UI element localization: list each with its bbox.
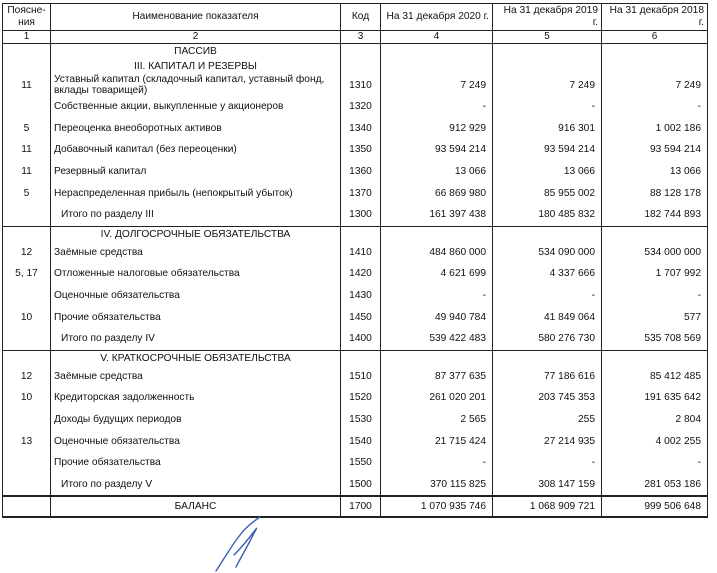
- table-row: [3, 118, 708, 140]
- code-cell: 1370: [341, 182, 381, 204]
- value-2018-cell: 4 002 255: [602, 430, 708, 452]
- code-cell: 1500: [341, 474, 381, 497]
- subtotal-row: [3, 474, 708, 497]
- section-heading: ПАССИВ: [51, 44, 341, 60]
- section-heading: IV. ДОЛГОСРОЧНЫЕ ОБЯЗАТЕЛЬСТВА: [51, 226, 341, 242]
- note-cell: 5: [3, 182, 51, 204]
- table-row: [3, 409, 708, 431]
- header-2020: На 31 декабря 2020 г.: [381, 4, 493, 31]
- table-row: [3, 452, 708, 474]
- empty-cell: [602, 59, 708, 74]
- value-2020-cell: 484 860 000: [381, 242, 493, 264]
- indicator-name-cell: Кредиторская задолженность: [51, 387, 341, 409]
- value-2019-cell: 13 066: [493, 161, 602, 183]
- table-row: [3, 285, 708, 307]
- note-cell: [3, 409, 51, 431]
- value-2019-cell: 85 955 002: [493, 182, 602, 204]
- note-cell: [3, 204, 51, 226]
- table-row: [3, 96, 708, 118]
- column-number: 3: [341, 31, 381, 44]
- value-2020-cell: 1 070 935 746: [381, 496, 493, 517]
- empty-cell: [3, 226, 51, 242]
- value-2019-cell: 534 090 000: [493, 242, 602, 264]
- value-2020-cell: 7 249: [381, 74, 493, 96]
- value-2019-cell: -: [493, 96, 602, 118]
- value-2018-cell: 281 053 186: [602, 474, 708, 497]
- code-cell: 1320: [341, 96, 381, 118]
- table-row: [3, 139, 708, 161]
- note-cell: [3, 452, 51, 474]
- value-2018-cell: 534 000 000: [602, 242, 708, 264]
- value-2019-cell: 1 068 909 721: [493, 496, 602, 517]
- value-2018-cell: 999 506 648: [602, 496, 708, 517]
- section-heading-row: [3, 44, 708, 60]
- table-row: [3, 242, 708, 264]
- header-name: Наименование показателя: [51, 4, 341, 31]
- value-2020-cell: 66 869 980: [381, 182, 493, 204]
- empty-cell: [341, 226, 381, 242]
- empty-cell: [3, 44, 51, 60]
- empty-cell: [3, 59, 51, 74]
- empty-cell: [381, 59, 493, 74]
- value-2019-cell: 203 745 353: [493, 387, 602, 409]
- value-2018-cell: 577: [602, 306, 708, 328]
- header-code: Код: [341, 4, 381, 31]
- empty-cell: [602, 44, 708, 60]
- note-cell: [3, 328, 51, 350]
- indicator-name-cell: Итого по разделу IV: [51, 328, 341, 350]
- column-number: 1: [3, 31, 51, 44]
- empty-cell: [341, 59, 381, 74]
- column-number: 2: [51, 31, 341, 44]
- value-2020-cell: 261 020 201: [381, 387, 493, 409]
- empty-cell: [602, 226, 708, 242]
- section-heading-row: [3, 59, 708, 74]
- value-2019-cell: 27 214 935: [493, 430, 602, 452]
- code-cell: 1520: [341, 387, 381, 409]
- empty-cell: [381, 350, 493, 366]
- section-heading-row: [3, 226, 708, 242]
- header-note: Поясне-ния: [3, 4, 51, 31]
- section-heading: V. КРАТКОСРОЧНЫЕ ОБЯЗАТЕЛЬСТВА: [51, 350, 341, 366]
- indicator-name-cell: Уставный капитал (складочный капитал, уставный фонд, вклады товарищей): [51, 74, 341, 96]
- table-row: [3, 306, 708, 328]
- value-2019-cell: 93 594 214: [493, 139, 602, 161]
- indicator-name-cell: Добавочный капитал (без переоценки): [51, 139, 341, 161]
- table-row: [3, 430, 708, 452]
- note-cell: 11: [3, 74, 51, 96]
- note-cell: [3, 496, 51, 517]
- balance-sheet-table: [2, 3, 708, 518]
- note-cell: 11: [3, 161, 51, 183]
- empty-cell: [493, 59, 602, 74]
- code-cell: 1310: [341, 74, 381, 96]
- code-cell: 1420: [341, 263, 381, 285]
- code-cell: 1400: [341, 328, 381, 350]
- signature-mark-icon: [210, 515, 270, 573]
- note-cell: 5: [3, 118, 51, 140]
- empty-cell: [341, 350, 381, 366]
- note-cell: 12: [3, 242, 51, 264]
- value-2020-cell: 539 422 483: [381, 328, 493, 350]
- table-row: [3, 182, 708, 204]
- value-2019-cell: 77 186 616: [493, 366, 602, 388]
- value-2018-cell: 191 635 642: [602, 387, 708, 409]
- value-2018-cell: 1 002 186: [602, 118, 708, 140]
- value-2020-cell: 13 066: [381, 161, 493, 183]
- code-cell: 1430: [341, 285, 381, 307]
- value-2018-cell: 535 708 569: [602, 328, 708, 350]
- value-2018-cell: -: [602, 96, 708, 118]
- indicator-name-cell: Доходы будущих периодов: [51, 409, 341, 431]
- indicator-name-cell: Заёмные средства: [51, 366, 341, 388]
- value-2018-cell: 93 594 214: [602, 139, 708, 161]
- value-2019-cell: -: [493, 452, 602, 474]
- note-cell: 11: [3, 139, 51, 161]
- value-2020-cell: 4 621 699: [381, 263, 493, 285]
- table-row: [3, 263, 708, 285]
- table-row: [3, 161, 708, 183]
- value-2018-cell: -: [602, 285, 708, 307]
- value-2019-cell: -: [493, 285, 602, 307]
- value-2020-cell: 2 565: [381, 409, 493, 431]
- balance-row: [3, 496, 708, 517]
- empty-cell: [602, 350, 708, 366]
- header-2018: На 31 декабря 2018 г.: [602, 4, 708, 31]
- indicator-name-cell: Собственные акции, выкупленные у акционеров: [51, 96, 341, 118]
- note-cell: [3, 96, 51, 118]
- code-cell: 1540: [341, 430, 381, 452]
- value-2020-cell: 87 377 635: [381, 366, 493, 388]
- code-cell: 1410: [341, 242, 381, 264]
- code-cell: 1300: [341, 204, 381, 226]
- value-2018-cell: 7 249: [602, 74, 708, 96]
- indicator-name-cell: Резервный капитал: [51, 161, 341, 183]
- value-2020-cell: 49 940 784: [381, 306, 493, 328]
- indicator-name-cell: Итого по разделу V: [51, 474, 341, 497]
- note-cell: [3, 285, 51, 307]
- value-2018-cell: 182 744 893: [602, 204, 708, 226]
- column-number-row: [3, 31, 708, 44]
- value-2019-cell: 41 849 064: [493, 306, 602, 328]
- code-cell: 1360: [341, 161, 381, 183]
- indicator-name-cell: Итого по разделу III: [51, 204, 341, 226]
- column-number: 4: [381, 31, 493, 44]
- empty-cell: [381, 226, 493, 242]
- code-cell: 1700: [341, 496, 381, 517]
- note-cell: 13: [3, 430, 51, 452]
- note-cell: 10: [3, 306, 51, 328]
- value-2020-cell: 912 929: [381, 118, 493, 140]
- value-2018-cell: 88 128 178: [602, 182, 708, 204]
- value-2018-cell: 85 412 485: [602, 366, 708, 388]
- value-2019-cell: 255: [493, 409, 602, 431]
- indicator-name-cell: БАЛАНС: [51, 496, 341, 517]
- empty-cell: [381, 44, 493, 60]
- code-cell: 1340: [341, 118, 381, 140]
- value-2018-cell: 13 066: [602, 161, 708, 183]
- value-2020-cell: 370 115 825: [381, 474, 493, 497]
- note-cell: 12: [3, 366, 51, 388]
- code-cell: 1450: [341, 306, 381, 328]
- code-cell: 1530: [341, 409, 381, 431]
- empty-cell: [493, 350, 602, 366]
- table-row: [3, 74, 708, 96]
- section-heading-row: [3, 350, 708, 366]
- table-row: [3, 387, 708, 409]
- value-2020-cell: 93 594 214: [381, 139, 493, 161]
- value-2019-cell: 7 249: [493, 74, 602, 96]
- note-cell: [3, 474, 51, 497]
- empty-cell: [493, 226, 602, 242]
- indicator-name-cell: Отложенные налоговые обязательства: [51, 263, 341, 285]
- indicator-name-cell: Оценочные обязательства: [51, 430, 341, 452]
- code-cell: 1550: [341, 452, 381, 474]
- indicator-name-cell: Нераспределенная прибыль (непокрытый убыток): [51, 182, 341, 204]
- value-2019-cell: 4 337 666: [493, 263, 602, 285]
- indicator-name-cell: Прочие обязательства: [51, 452, 341, 474]
- subtotal-row: [3, 204, 708, 226]
- value-2020-cell: 21 715 424: [381, 430, 493, 452]
- empty-cell: [3, 350, 51, 366]
- subtotal-row: [3, 328, 708, 350]
- value-2020-cell: -: [381, 285, 493, 307]
- header-row: [3, 4, 708, 31]
- value-2018-cell: -: [602, 452, 708, 474]
- note-cell: 10: [3, 387, 51, 409]
- header-2019: На 31 декабря 2019 г.: [493, 4, 602, 31]
- value-2018-cell: 2 804: [602, 409, 708, 431]
- column-number: 5: [493, 31, 602, 44]
- value-2019-cell: 308 147 159: [493, 474, 602, 497]
- indicator-name-cell: Переоценка внеоборотных активов: [51, 118, 341, 140]
- column-number: 6: [602, 31, 708, 44]
- indicator-name-cell: Заёмные средства: [51, 242, 341, 264]
- empty-cell: [341, 44, 381, 60]
- value-2020-cell: -: [381, 96, 493, 118]
- value-2019-cell: 180 485 832: [493, 204, 602, 226]
- value-2020-cell: 161 397 438: [381, 204, 493, 226]
- code-cell: 1350: [341, 139, 381, 161]
- indicator-name-cell: Прочие обязательства: [51, 306, 341, 328]
- indicator-name-cell: Оценочные обязательства: [51, 285, 341, 307]
- value-2020-cell: -: [381, 452, 493, 474]
- code-cell: 1510: [341, 366, 381, 388]
- value-2018-cell: 1 707 992: [602, 263, 708, 285]
- note-cell: 5, 17: [3, 263, 51, 285]
- value-2019-cell: 580 276 730: [493, 328, 602, 350]
- empty-cell: [493, 44, 602, 60]
- value-2019-cell: 916 301: [493, 118, 602, 140]
- section-heading: III. КАПИТАЛ И РЕЗЕРВЫ: [51, 59, 341, 74]
- table-row: [3, 366, 708, 388]
